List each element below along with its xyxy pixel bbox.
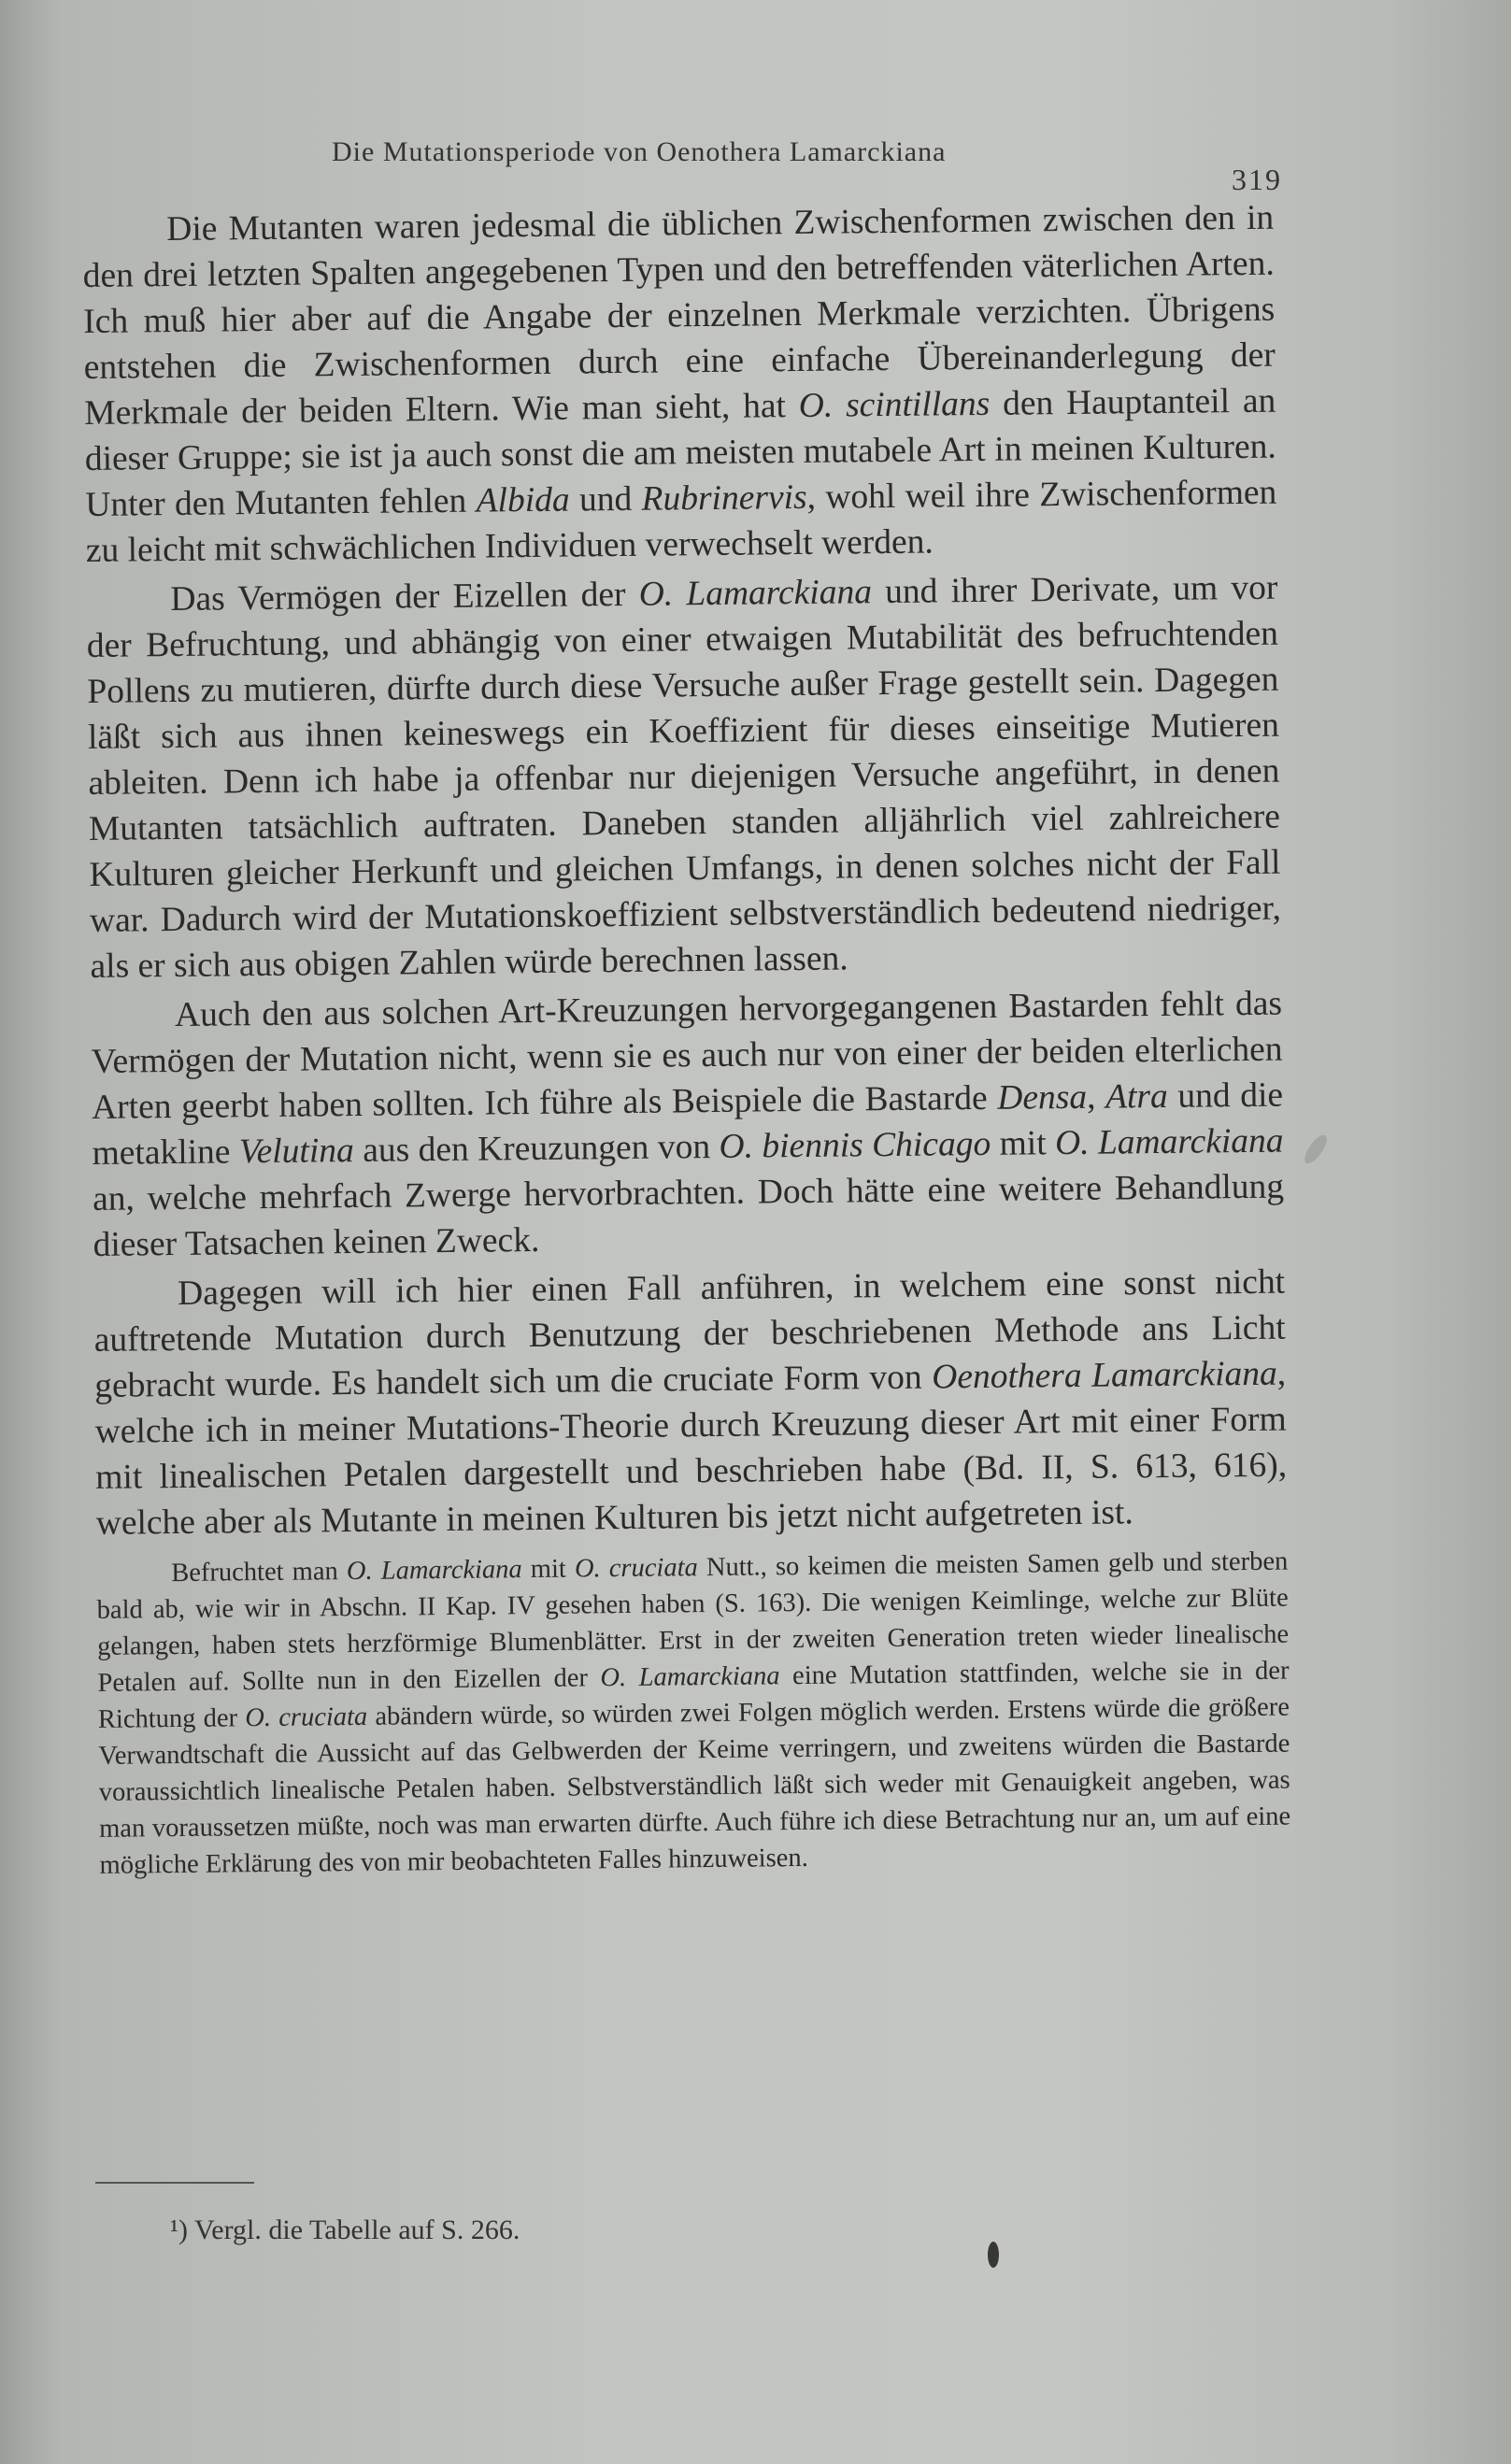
text-run: , welche ich in meiner Mutations-Theorie durch Kreuzung dieser Art mit einer Form mit linealischen Petalen dargestellt und beschrieben habe (Bd. II, S. 613, 616), welche aber als Mutante in meinen Kulturen bis jetzt nicht aufgetreten ist.	[94, 1354, 1288, 1543]
text-run: den Hauptanteil an dieser Gruppe; sie ist ja auch sonst die am meisten mutabele Art in meinen Kulturen. Unter den Mutanten fehlen	[84, 381, 1276, 524]
italic-text: O. cruciata	[245, 1702, 368, 1733]
footnote-marker: ¹)	[170, 2215, 188, 2245]
italic-text: O. scintillans	[798, 384, 991, 425]
italic-text: O. Lamarckiana	[1054, 1121, 1284, 1163]
italic-text: O. Lamarckiana	[346, 1555, 522, 1587]
text-run: ,	[1086, 1077, 1106, 1117]
italic-text: O. cruciata	[574, 1553, 698, 1584]
italic-text: Rubrinervis	[641, 477, 807, 519]
text-run: mit	[991, 1124, 1056, 1163]
italic-text: O. Lamarckiana	[600, 1661, 780, 1693]
text-run: abändern würde, so würden zwei Folgen möglich werden. Erstens würde die größere Verwandtschaft die Aussicht auf das Gelbwerden der Keime verringern, und zweitens würden die Bastarde voraussichtlich linealische Petalen haben. Selbstverständlich läßt sich weder mit Genauigkeit angeben, was man voraussetzen müßte, noch was man erwarten dürfte. Auch führe ich diese Betrachtung nur an, um auf eine mögliche Erklärung des von mir beobachteten Falles hinzuweisen.	[98, 1692, 1291, 1880]
italic-text: Atra	[1105, 1076, 1168, 1117]
text-run: an, welche mehrfach Zwerge hervorbrachten. Doch hätte eine weitere Behandlung dieser Tatsachen keinen Zweck.	[92, 1167, 1285, 1264]
text-run: eine Mutation stattfinden, welche sie in der Richtung der	[97, 1656, 1290, 1734]
text-run: und	[569, 479, 642, 520]
italic-text: Oenothera Lamarckiana	[932, 1354, 1277, 1397]
italic-text: O. Lamarckiana	[638, 573, 873, 614]
text-run: und die metakline	[92, 1075, 1284, 1173]
italic-text: O. biennis Chicago	[719, 1124, 991, 1166]
text-run: mit	[521, 1554, 576, 1585]
italic-text: Densa	[997, 1077, 1088, 1118]
page-number: 319	[1232, 163, 1282, 196]
text-run: Die Mutanten waren jedesmal die üblichen Zwischenformen zwischen den in den drei letzten Spalten angegebenen Typen und den betreffenden väterlichen Arten. Ich muß hier aber auf die Angabe der einzelnen Merkmale verzichten. Übrigens entstehen die Zwischenformen durch eine einfache Übereinanderlegung der Merkmale der beiden Eltern. Wie man sieht, hat	[82, 198, 1276, 433]
footnote-text: Vergl. die Tabelle auf S. 266.	[193, 2215, 520, 2245]
text-run: Befruchtet man	[171, 1557, 348, 1588]
text-run: Das Vermögen der Eizellen der	[170, 575, 639, 620]
text-run: Dagegen will ich hier einen Fall anführen, in welchem eine sonst nicht auftretende Mutation durch Benutzung der beschriebenen Methode ans Licht gebracht wurde. Es handelt sich um die cruciate Form von	[93, 1262, 1286, 1405]
text-run: Auch den aus solchen Art-Kreuzungen hervorgegangenen Bastarden fehlt das Vermögen der Mutation nicht, wenn sie es auch nur von einer der beiden elterlichen Arten geerbt haben sollten. Ich führe als Beispiele die Bastarde	[91, 984, 1283, 1127]
italic-text: Albida	[476, 480, 570, 520]
text-run: Nutt., so keimen die meisten Samen gelb und sterben bald ab, wie wir in Abschn. II Kap. IV gesehen haben (S. 163). Die wenigen Keimlinge, welche zur Blüte gelangen, haben stets herzförmige Blumenblätter. Erst in der zweiten Generation treten wieder linealische Petalen auf. Sollte nun in den Eizellen der	[96, 1546, 1290, 1698]
italic-text: Velutina	[238, 1132, 354, 1172]
running-head: Die Mutationsperiode von Oenothera Lamarckiana	[332, 136, 947, 167]
text-run: , wohl weil ihre Zwischenformen zu leicht mit schwächlichen Individuen verwechselt werden.	[85, 473, 1277, 570]
text-run: aus den Kreuzungen von	[353, 1127, 720, 1171]
text-run: und ihrer Derivate, um vor der Befruchtung, und abhängig von einer etwaigen Mutabilität des befruchtenden Pollens zu mutieren, dürfte durch diese Versuche außer Frage gestellt sein. Dagegen läßt sich aus ihnen keineswegs ein Koeffizient für dieses einseitige Mutieren ableiten. Denn ich habe ja offenbar nur diejenigen Versuche angeführt, in denen Mutanten tatsächlich auftraten. Daneben standen alljährlich viel zahlreichere Kulturen gleicher Herkunft und gleichen Umfangs, in denen solches nicht der Fall war. Dadurch wird der Mutationskoeffizient selbstverständlich bedeutend niedriger, als er sich aus obigen Zahlen würde berechnen lassen.	[86, 568, 1282, 986]
